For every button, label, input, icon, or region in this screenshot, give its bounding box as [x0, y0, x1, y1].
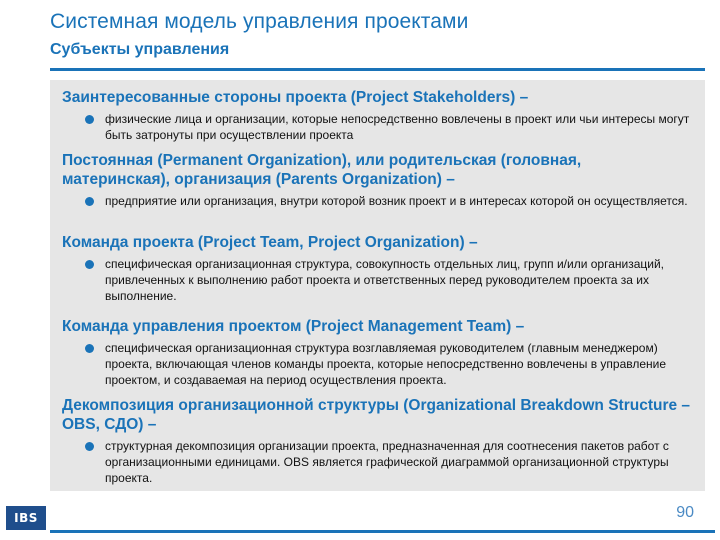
section-permanent-organization	[62, 151, 692, 209]
section-project-team	[62, 233, 692, 304]
bullet-dot-icon	[85, 197, 94, 206]
section-heading: Постоянная (Permanent Organization), или родительская (головная, материнская), организация (Parents Organization) –	[62, 152, 582, 188]
bullet-item	[62, 111, 692, 143]
bullet-dot-icon	[85, 344, 94, 353]
bullet-item	[62, 438, 692, 486]
bullet-dot-icon	[85, 115, 94, 124]
logo-text: IBS	[14, 511, 38, 525]
title-divider	[50, 68, 705, 71]
footer-divider	[50, 530, 715, 533]
bullet-text: физические лица и организации, которые непосредственно вовлечены в проект или чьи интересы могут быть затронуты при осуществлении проекта	[105, 112, 690, 142]
slide-subtitle: Субъекты управления	[50, 41, 230, 58]
section-stakeholders	[62, 88, 692, 143]
bullet-text: специфическая организационная структура возглавляемая руководителем (главным менеджером) проекта, включающая членов команды проекта, которые непосредственно вовлечены в управление проектом, и создаваемая на период осуществления проекта.	[105, 341, 667, 387]
bullet-item	[62, 193, 692, 209]
section-obs	[62, 396, 692, 486]
section-heading: Заинтересованные стороны проекта (Project Stakeholders) –	[62, 89, 529, 106]
page-number: 90	[676, 504, 694, 521]
slide-title: Системная модель управления проектами	[50, 10, 469, 33]
bullet-dot-icon	[85, 442, 94, 451]
bullet-text: специфическая организационная структура, совокупность отдельных лиц, групп и/или организаций, привлеченных к выполнению работ проекта и ответственных перед руководителем проекта за их выполнение.	[105, 257, 664, 303]
section-project-management-team	[62, 317, 692, 388]
bullet-text: предприятие или организация, внутри которой возник проект и в интересах которой он осуществляется.	[105, 194, 688, 208]
bullet-dot-icon	[85, 260, 94, 269]
section-heading: Команда управления проектом (Project Management Team) –	[62, 318, 525, 335]
section-heading: Команда проекта (Project Team, Project Organization) –	[62, 234, 478, 251]
section-heading: Декомпозиция организационной структуры (Organizational Breakdown Structure – OBS, СДО) –	[62, 397, 691, 433]
bullet-text: структурная декомпозиция организации проекта, предназначенная для соотнесения пакетов работ с организационными единицами. OBS является графической диаграммой организационной структуры проекта.	[105, 439, 669, 485]
bullet-item	[62, 340, 692, 388]
content-panel	[50, 80, 705, 491]
bullet-item	[62, 256, 692, 304]
ibs-logo	[6, 506, 46, 530]
